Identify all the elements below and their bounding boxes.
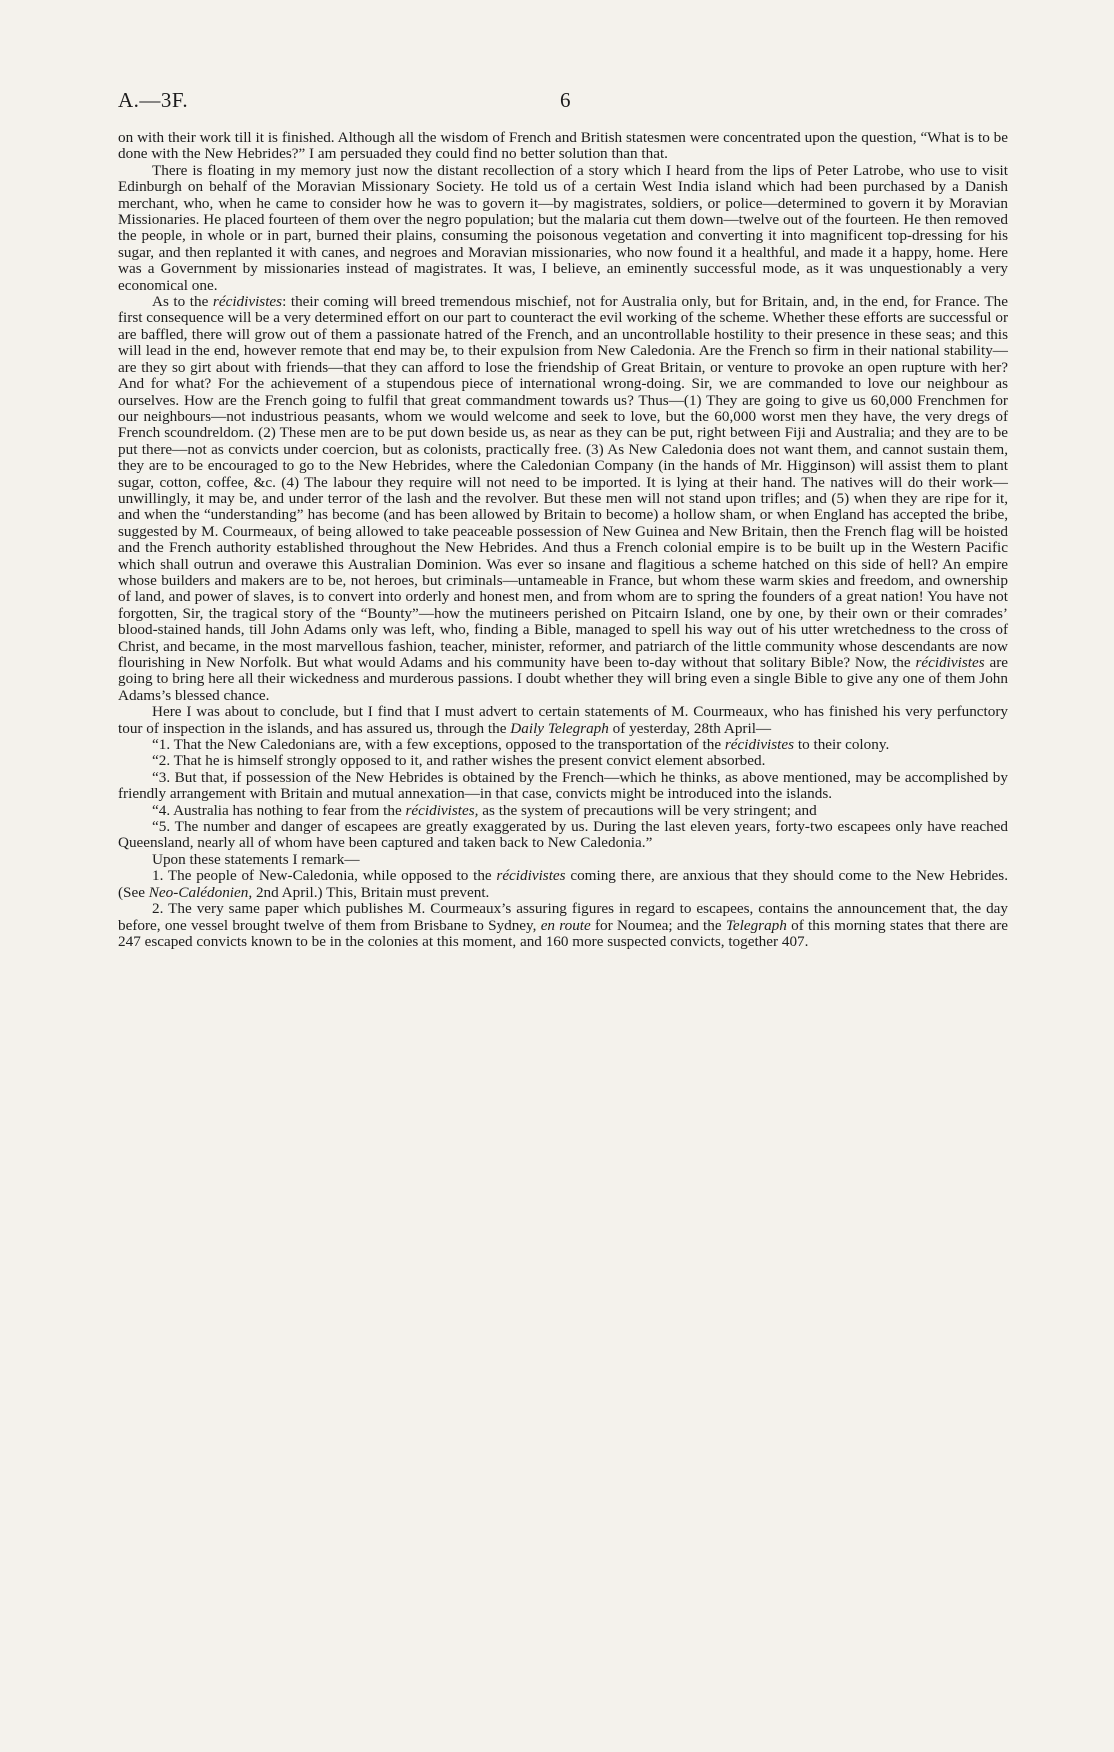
italic-term: Daily Telegraph — [510, 719, 609, 737]
italic-term: récidivistes — [212, 293, 283, 311]
quoted-statement-2 — [118, 753, 1008, 769]
quoted-statement-3 — [118, 770, 1008, 803]
page-header — [118, 88, 1008, 118]
italic-term: récidivistes, — [405, 801, 479, 819]
text-run: As to the — [152, 293, 213, 311]
text-run: as the system of precautions will be very stringent; and — [478, 801, 817, 819]
text-run: 2. The very same paper which publishes M. Courmeaux’s assuring figures in regard to escapees, contains the announcement that, the day before, one vessel brought twelve of them from Brisbane to Sydney, — [118, 900, 1008, 934]
quoted-statement-5 — [118, 819, 1008, 852]
text-run: Upon these statements I remark— — [152, 850, 360, 868]
text-run: of yesterday, 28th April— — [608, 719, 772, 737]
italic-term: Neo-Calédonien, — [148, 883, 253, 901]
text-run: “2. That he is himself strongly opposed to it, and rather wishes the present convict element absorbed. — [152, 752, 766, 770]
italic-term: récidivistes — [724, 736, 795, 754]
quoted-statement-1 — [118, 737, 1008, 753]
body-text — [118, 130, 1008, 950]
text-run: on with their work till it is finished. Although all the wisdom of French and British statesmen were concentrated upon the question, “What is to be done with the New Hebrides?” I am persuaded they could find no better solution than that. — [118, 129, 1008, 163]
paragraph-remark-intro — [118, 852, 1008, 868]
text-run: : their coming will breed tremendous mischief, not for Australia only, but for Britain, and, in the end, for France. The first consequence will be a very determined effort on our part to counteract the evil working of the scheme. Whether these efforts are successful or are baffled, there will grow out of them a passionate hatred of the French, and an uncontrollable hostility to their presence in these seas; and this will lead in the end, however remote that end may be, to their expulsion from New Caledonia. Are the French so firm in their national stability—are they so girt about with friends—that they can afford to lose the friendship of Great Britain, or venture to provoke an open rupture with her? And for what? For the achievement of a stupendous piece of international wrong-doing. Sir, we are commanded to love our neighbour as ourselves. How are the French going to fulfil that great commandment towards us? Thus—(1) They are going to give us 60,000 Frenchmen for our neighbours—not industrious peasants, whom we would welcome and seek to love, but the 60,000 worst men they have, the very dregs of French scoundreldom. (2) These men are to be put down beside us, as near as they can be put, right between Fiji and Australia; and they are to be put there—not as convicts under coercion, but as colonists, practically free. (3) As New Caledonia does not want them, and cannot sustain them, they are to be encouraged to go to the New Hebrides, where the Caledonian Company (in the hands of Mr. Higginson) will assist them to plant sugar, cotton, coffee, &c. (4) The labour they require will not need to be imported. It is lying at their hand. The natives will do their work—unwillingly, it may be, and under terror of the lash and the revolver. But these men will not stand upon trifles; and (5) when they are ripe for it, and when the “understanding” has become (and has been allowed by Britain to become) a hollow sham, or when England has accepted the bribe, suggested by M. Courmeaux, of being allowed to take peaceable possession of New Guinea and New Britain, then the French flag will be hoisted and the French authority established throughout the New Hebrides. And thus a French colonial empire is to be built up in the Western Pacific which shall outrun and overawe this Australian Dominion. Was ever so insane and flagitious a scheme hatched on this side of hell? An empire whose builders and makers are to be, not heroes, but criminals—untameable in France, but whom these warm skies and freedom, and ownership of land, and power of slaves, is to convert into orderly and honest men, and from whom are to spring the founders of a great nation! You have not forgotten, Sir, the tragical story of the “Bounty”—how the mutineers perished on Pitcairn Island, one by one, by their own or their comrades’ blood-stained hands, till John Adams only was left, who, finding a Bible, managed to spell his way out of his utter wretchedness to the cross of Christ, and became, in the most marvellous fashion, teacher, minister, reformer, and patriarch of the little community whose descendants are now flourishing in New Norfolk. But what would Adams and his community have been to-day without that solitary Bible? Now, the — [118, 293, 1008, 671]
text-run: 1. The people of New-Caledonia, while opposed to the — [152, 867, 497, 885]
text-run: for Noumea; and the — [590, 916, 726, 934]
text-run: “5. The number and danger of escapees are greatly exaggerated by us. During the last eleven years, forty-two escapees only have reached Queensland, nearly all of whom have been captured and taken back to New Caledonia.” — [118, 818, 1008, 852]
italic-term: récidivistes — [496, 867, 566, 885]
paragraph-continuation — [118, 130, 1008, 163]
text-run: There is floating in my memory just now the distant recollection of a story which I heard from the lips of Peter Latrobe, who use to visit Edinburgh on behalf of the Moravian Missionary Society. He told us of a certain West India island which had been purchased by a Danish merchant, who, when he came to consider how he was to govern it—by magistrates, soldiers, or police—determined to govern it by Moravian Missionaries. He placed fourteen of them over the negro population; but the malaria cut them down—twelve out of the fourteen. He then removed the people, in whole or in part, burned their plains, consuming the poisonous vegetation and converting it into magnificent top-dressing for his sugar, and then replanted it with canes, and negroes and Moravian missionaries, who now found it a healthful, and made it a happy, home. Here was a Government by missionaries instead of magistrates. It was, I believe, an eminently successful mode, as it was unquestionably a very economical one. — [118, 161, 1008, 294]
paragraph-courmeaux-intro — [118, 704, 1008, 737]
remark-1 — [118, 868, 1008, 901]
text-run: 2nd April.) This, Britain must prevent. — [252, 883, 490, 901]
text-run: to their colony. — [794, 736, 890, 754]
document-reference: A.—3F. — [118, 88, 189, 112]
text-run: “1. That the New Caledonians are, with a few exceptions, opposed to the transportation of the — [152, 736, 725, 754]
text-run: “3. But that, if possession of the New Hebrides is obtained by the French—which he thinks, as above mentioned, may be accomplished by friendly arrangement with Britain and mutual annexation—in that case, convicts might be introduced into the islands. — [118, 768, 1008, 803]
italic-term: Telegraph — [725, 916, 787, 934]
text-run: coming there, are anxious that they should come to the New Hebrides. (See — [118, 867, 1008, 901]
text-run: of this morning states that there are 247 escaped convicts known to be in the colonies at this moment, and 160 more suspected convicts, together 407. — [118, 916, 1008, 950]
text-run: are going to bring here all their wickedness and murderous passions. I doubt whether they will bring even a single Bible to give any one of them John Adams’s blessed chance. — [118, 654, 1008, 704]
paragraph-moravian-story — [118, 163, 1008, 294]
document-page — [118, 88, 1008, 950]
text-run: Here I was about to conclude, but I find that I must advert to certain statements of M. Courmeaux, who has finished his very perfunctory tour of inspection in the islands, and has assured us, through the — [118, 703, 1008, 737]
text-run: “4. Australia has nothing to fear from the — [152, 801, 406, 819]
italic-term: en route — [540, 916, 591, 934]
remark-2 — [118, 901, 1008, 950]
page-number: 6 — [560, 88, 571, 112]
quoted-statement-4 — [118, 803, 1008, 819]
paragraph-recidivistes — [118, 294, 1008, 704]
italic-term: récidivistes — [915, 654, 985, 671]
